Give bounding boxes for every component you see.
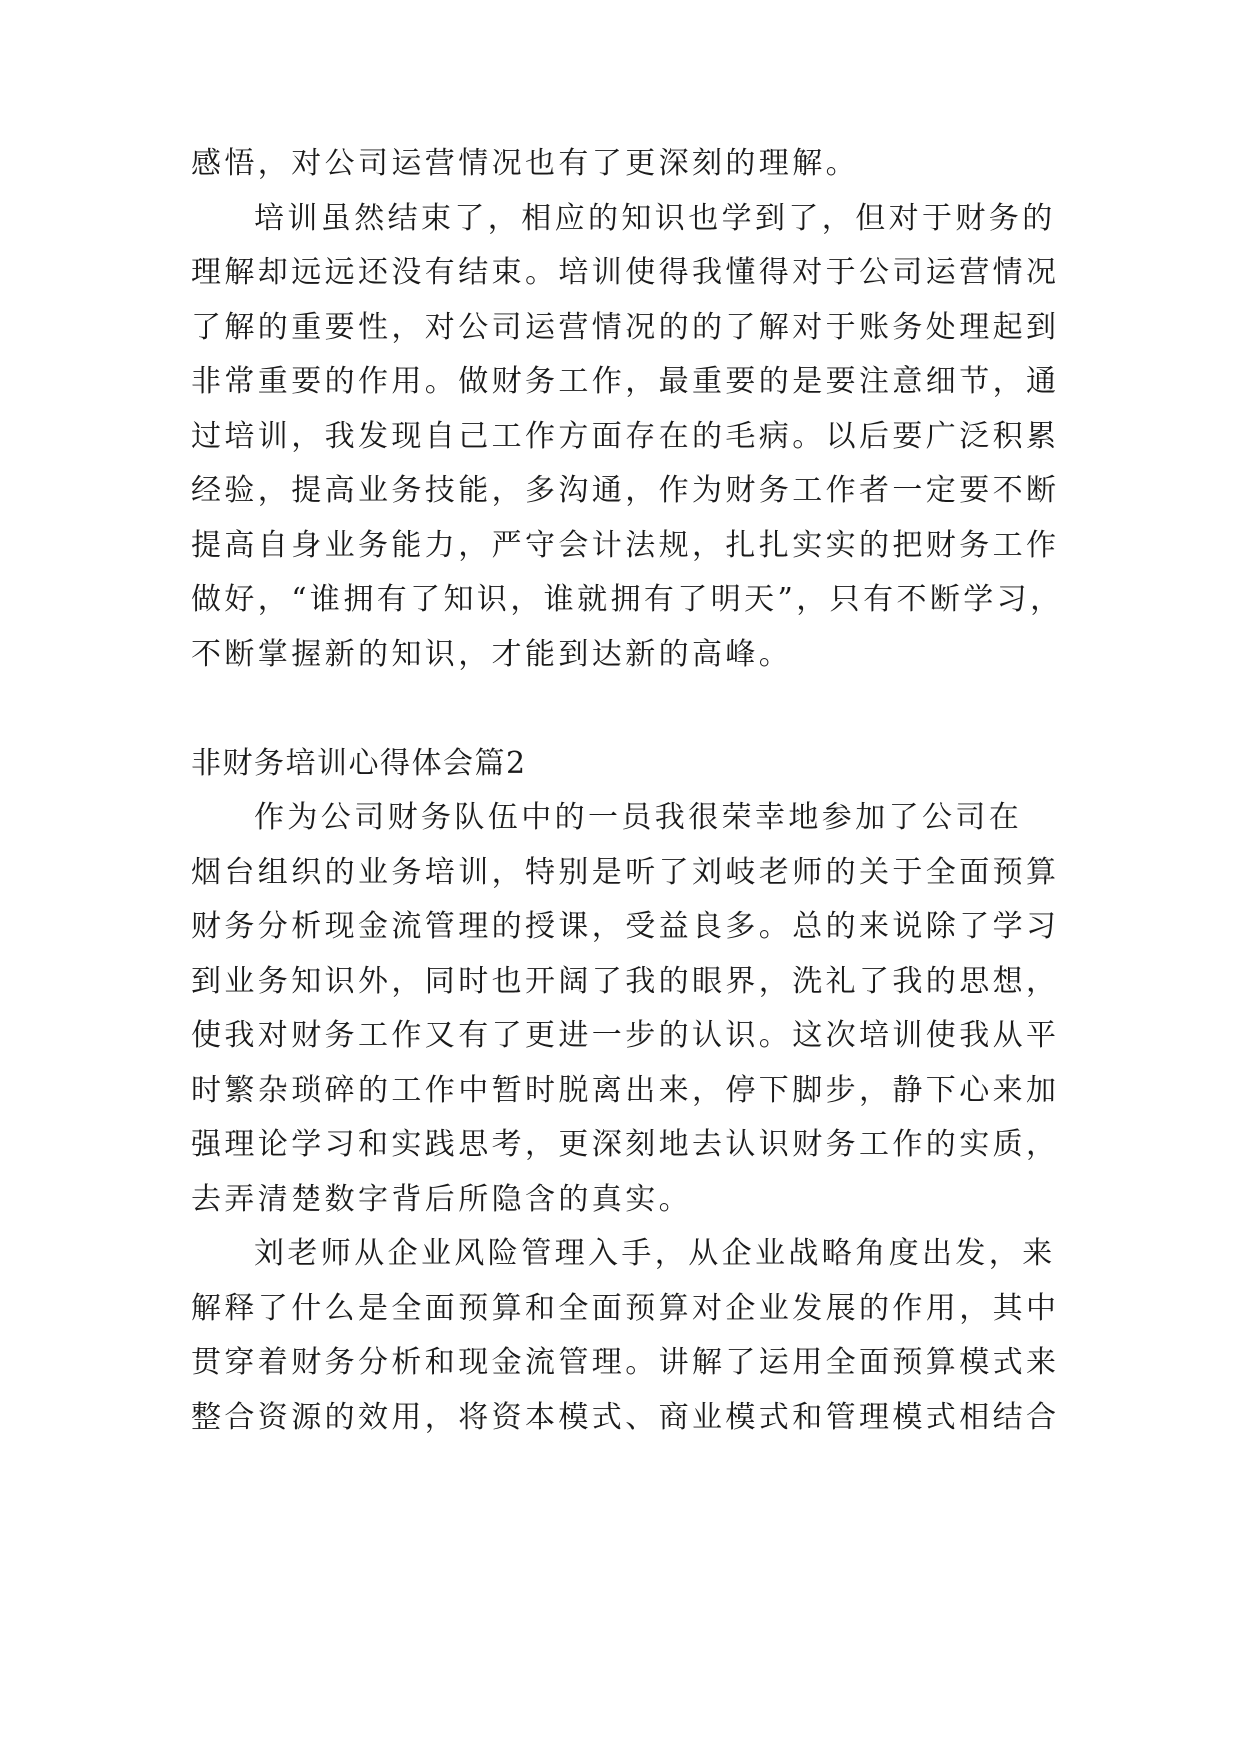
paragraph-line: 作为公司财务队伍中的一员我很荣幸地参加了公司在: [254, 800, 1023, 835]
paragraph-line: 财务分析现金流管理的授课，受益良多。总的来说除了学习: [191, 909, 1060, 944]
paragraph-line: 非常重要的作用。做财务工作，最重要的是要注意细节，通: [191, 364, 1060, 399]
paragraph-line: 经验，提高业务技能，多沟通，作为财务工作者一定要不断: [191, 473, 1060, 508]
paragraph-line: 感悟，对公司运营情况也有了更深刻的理解。: [191, 146, 859, 181]
paragraph-line: 使我对财务工作又有了更进一步的认识。这次培训使我从平: [191, 1018, 1060, 1053]
paragraph-line: 到业务知识外，同时也开阔了我的眼界，洗礼了我的思想，: [191, 964, 1060, 999]
paragraph-line: 强理论学习和实践思考，更深刻地去认识财务工作的实质，: [191, 1127, 1060, 1162]
paragraph-line: 不断掌握新的知识，才能到达新的高峰。: [191, 637, 793, 672]
paragraph-line: 提高自身业务能力，严守会计法规，扎扎实实的把财务工作: [191, 528, 1060, 563]
paragraph-line: 培训虽然结束了，相应的知识也学到了，但对于财务的: [254, 201, 1056, 236]
paragraph-line: 做好，“谁拥有了知识，谁就拥有了明天”，只有不断学习，: [191, 582, 1064, 617]
paragraph-line: 贯穿着财务分析和现金流管理。讲解了运用全面预算模式来: [191, 1345, 1060, 1380]
paragraph-line: 烟台组织的业务培训，特别是听了刘岐老师的关于全面预算: [191, 855, 1060, 890]
section-heading: 非财务培训心得体会篇2: [191, 746, 527, 781]
paragraph-line: 刘老师从企业风险管理入手，从企业战略角度出发，来: [254, 1236, 1056, 1271]
paragraph-line: 整合资源的效用，将资本模式、商业模式和管理模式相结合: [191, 1400, 1060, 1435]
paragraph-line: 去弄清楚数字背后所隐含的真实。: [191, 1182, 692, 1217]
paragraph-line: 解释了什么是全面预算和全面预算对企业发展的作用，其中: [191, 1291, 1060, 1326]
paragraph-line: 了解的重要性，对公司运营情况的的了解对于账务处理起到: [191, 310, 1060, 345]
paragraph-line: 理解却远远还没有结束。培训使得我懂得对于公司运营情况: [191, 255, 1060, 290]
paragraph-line: 过培训，我发现自己工作方面存在的毛病。以后要广泛积累: [191, 419, 1060, 454]
paragraph-line: 时繁杂琐碎的工作中暂时脱离出来，停下脚步，静下心来加: [191, 1073, 1060, 1108]
